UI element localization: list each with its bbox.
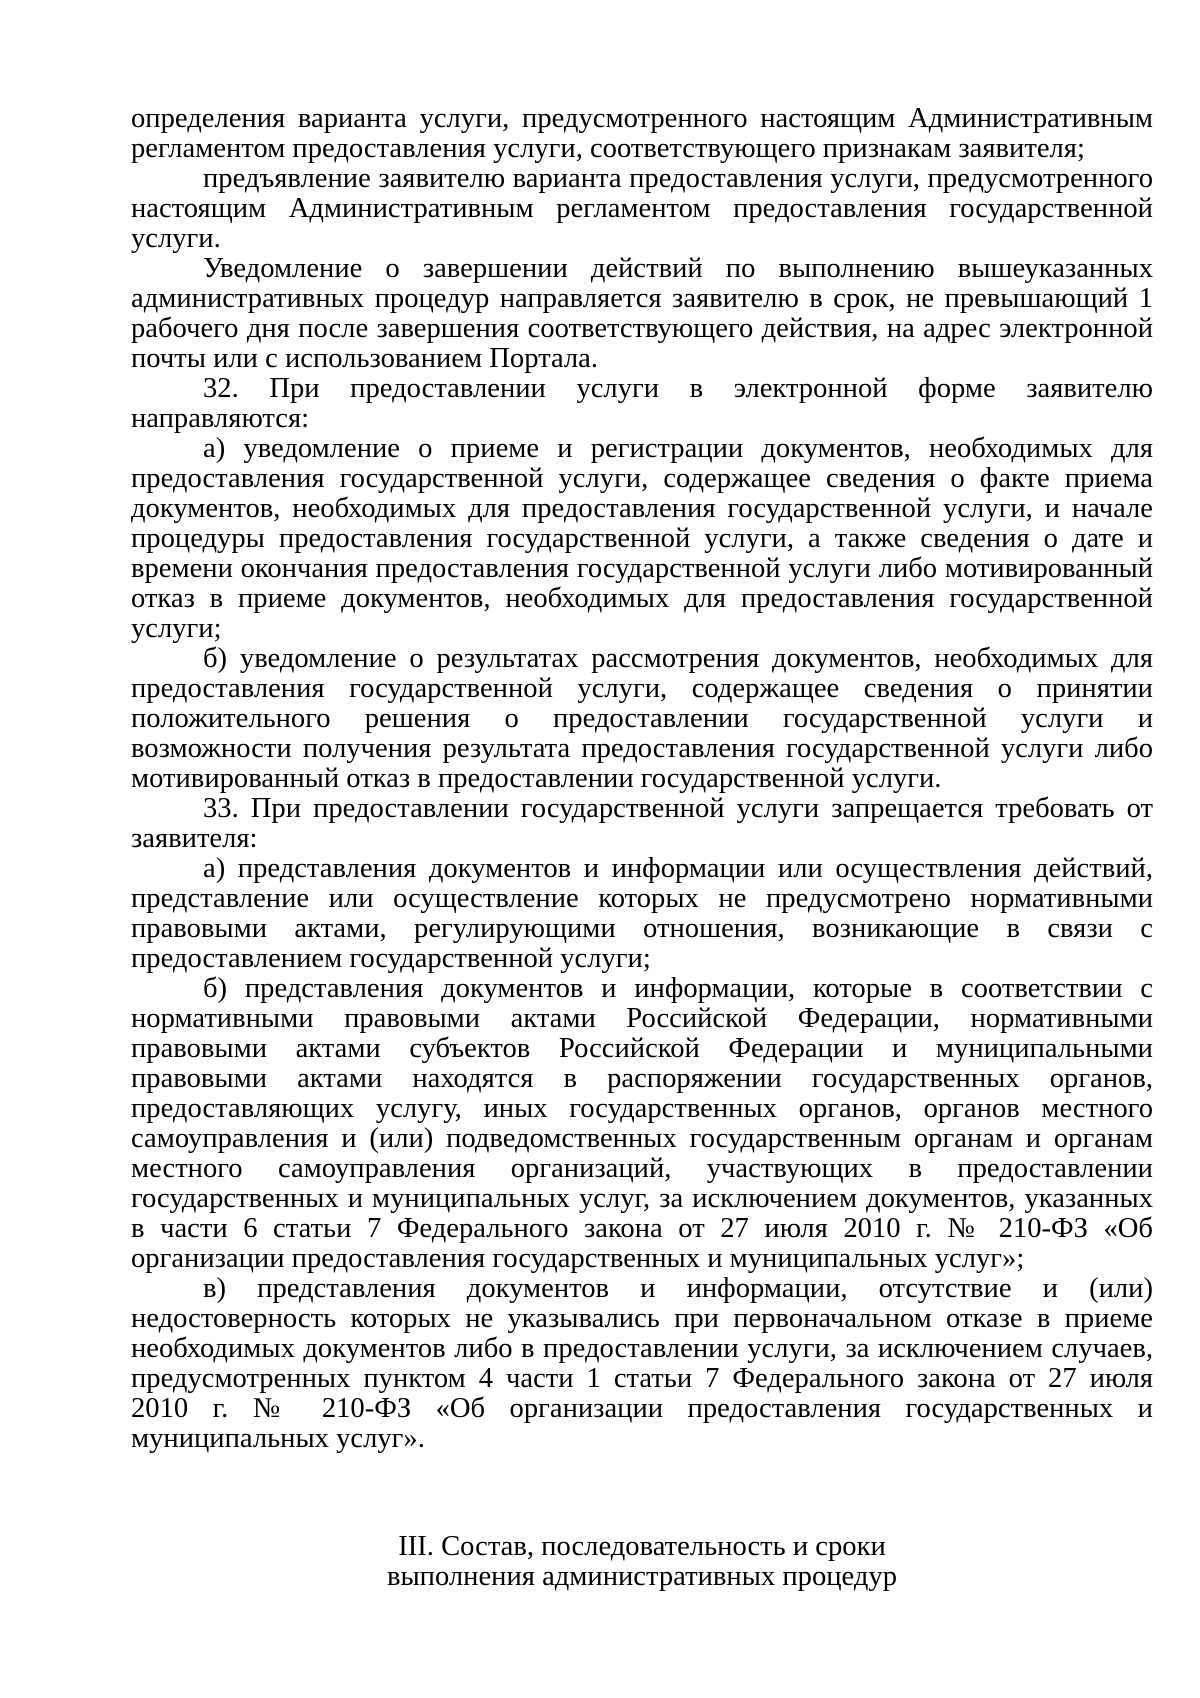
section-heading-line-1: III. Состав, последовательность и сроки bbox=[398, 1531, 886, 1562]
document-body bbox=[131, 104, 1153, 1454]
paragraph-item-32-a: а) уведомление о приеме и регистрации документов, необходимых для предоставления государственной услуги, содержащее сведения о факте приема документов, необходимых для предоставления государственной услуги, и начале процедуры предоставления государственной услуги, а также сведения о дате и времени окончания предоставления государственной услуги либо мотивированный отказ в приеме документов, необходимых для предоставления государственной услуги; bbox=[131, 433, 1153, 644]
paragraph-continuation: определения варианта услуги, предусмотренного настоящим Административным регламентом предоставления услуги, соответствующего признакам заявителя; bbox=[131, 103, 1153, 164]
paragraph-item-33-a: а) представления документов и информации или осуществления действий, представление или осуществление которых не предусмотрено нормативными правовыми актами, регулирующими отношения, возникающие в связи с предоставлением государственной услуги; bbox=[131, 853, 1153, 974]
paragraph-variant-presentation: предъявление заявителю варианта предоставления услуги, предусмотренного настоящим Административным регламентом предоставления государственной услуги. bbox=[131, 163, 1153, 254]
paragraph-item-33-b: б) представления документов и информации, которые в соответствии с нормативными правовыми актами Российской Федерации, нормативными правовыми актами субъектов Российской Федерации и муниципальными правовыми актами находятся в распоряжении государственных органов, предоставляющих услугу, иных государственных органов, органов местного самоуправления и (или) подведомственных государственным органам и органам местного самоуправления организаций, участвующих в предоставлении государственных и муниципальных услуг, за исключением документов, указанных в части 6 статьи 7 Федерального закона от 27 июля 2010 г. № 210-ФЗ «Об организации предоставления государственных и муниципальных услуг»; bbox=[131, 973, 1153, 1274]
section-heading bbox=[131, 1532, 1153, 1592]
paragraph-item-32-b: б) уведомление о результатах рассмотрения документов, необходимых для предоставления государственной услуги, содержащее сведения о принятии положительного решения о предоставлении государственной услуги и возможности получения результата предоставления государственной услуги либо мотивированный отказ в предоставлении государственной услуги. bbox=[131, 643, 1153, 794]
paragraph-item-33-v: в) представления документов и информации, отсутствие и (или) недостоверность которых не указывались при первоначальном отказе в приеме необходимых документов либо в предоставлении услуги, за исключением случаев, предусмотренных пунктом 4 части 1 статьи 7 Федерального закона от 27 июля 2010 г. № 210-ФЗ «Об организации предоставления государственных и муниципальных услуг». bbox=[131, 1273, 1153, 1454]
paragraph-item-32: 32. При предоставлении услуги в электронной форме заявителю направляются: bbox=[131, 373, 1153, 434]
paragraph-notification: Уведомление о завершении действий по выполнению вышеуказанных административных процедур направляется заявителю в срок, не превышающий 1 рабочего дня после завершения соответствующего действия, на адрес электронной почты или с использованием Портала. bbox=[131, 253, 1153, 374]
paragraph-item-33: 33. При предоставлении государственной услуги запрещается требовать от заявителя: bbox=[131, 793, 1153, 854]
section-heading-line-2: выполнения административных процедур bbox=[386, 1561, 898, 1592]
